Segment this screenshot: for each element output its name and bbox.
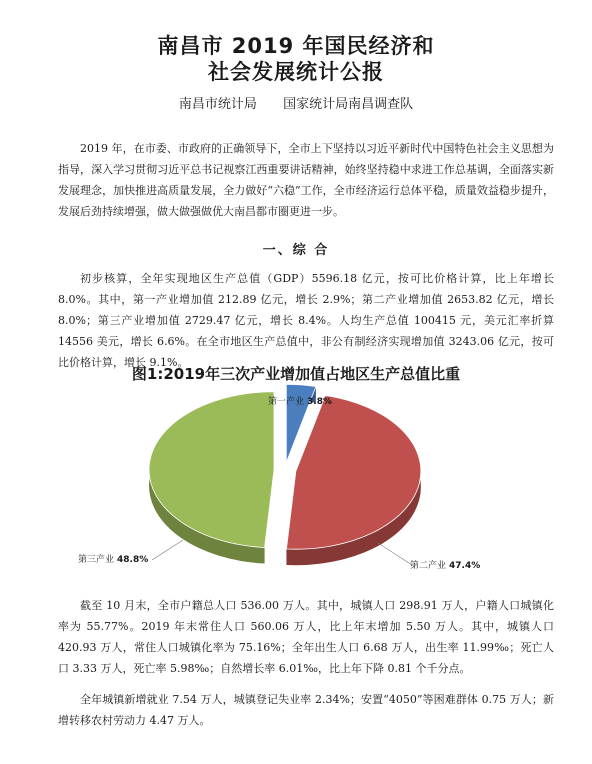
report-title-line2: 社会发展统计公报 [208,60,384,84]
author-statistics-bureau: 南昌市统计局 [178,97,257,112]
slice-name-secondary: 第二产业 [410,561,447,571]
slice-name-tertiary: 第三产业 [78,555,115,565]
slice-label-tertiary [78,552,148,565]
slice-pct-secondary: 47.4% [449,561,481,571]
report-title-line1: 南昌市 2019 年国民经济和 [157,34,435,58]
intro-paragraph: 2019 年，在市委、市政府的正确领导下，全市上下坚持以习近平新时代中国特色社会主义思想为指导，深入学习贯彻习近平总书记视察江西重要讲话精神，始终坚持稳中求进工作总基调，全面落实新发展理念，加快推进高质量发展，全力做好“六稳”工作，全市经济运行总体平稳，质量效益稳步提升，发展后劲持续增强，做大做强做优大南昌都市圈更进一步。 [58,142,554,218]
slice-secondary-leader-line [378,543,412,565]
employment-paragraph: 全年城镇新增就业 7.54 万人，城镇登记失业率 2.34%；安置“4050”等困难群体 0.75 万人；新增转移农村劳动力 4.47 万人。 [58,693,554,727]
slice-name-primary: 第一产业 [268,397,305,407]
slice-tertiary-leader-line [152,540,183,560]
chart-title: 图1:2019年三次产业增加值占地区生产总值比重 [131,365,461,383]
gdp-paragraph: 初步核算，全年实现地区生产总值（GDP）5596.18 亿元，按可比价格计算，比上年增长 8.0%。其中，第一产业增加值 212.89 亿元，增长 2.9%；第二产业增加值 2653.82 亿元，增长 8.0%；第三产业增加值 2729.47 亿元，增长 8.4%。人均生产总值 100415 元，美元汇率折算 14556 美元，增长 6.6%。在全市地区生产总值中，非公有制经济实现增加值 3243.06 亿元，按可比价格计算，增长 9.1%。 [58,272,554,369]
section-heading-overview: 一、综 合 [262,243,330,258]
slice-pct-tertiary: 48.8% [117,555,149,565]
slice-label-secondary [410,558,480,571]
population-paragraph: 截至 10 月末，全市户籍总人口 536.00 万人。其中，城镇人口 298.91 万人，户籍人口城镇化率为 55.77%。2019 年末常住人口 560.06 万人，比上年末增加 5.50 万人。其中，城镇人口 420.93 万人，常住人口城镇化率为 75.16%；全年出生人口 6.68 万人，出生率 11.99‰；死亡人口 3.33 万人，死亡率 5.98‰；自然增长率 6.01‰，比上年下降 0.81 个千分点。 [58,599,554,675]
author-survey-team: 国家统计局南昌调查队 [283,97,414,112]
slice-label-primary [268,394,332,407]
slice-pct-primary: 3.8% [307,397,332,407]
